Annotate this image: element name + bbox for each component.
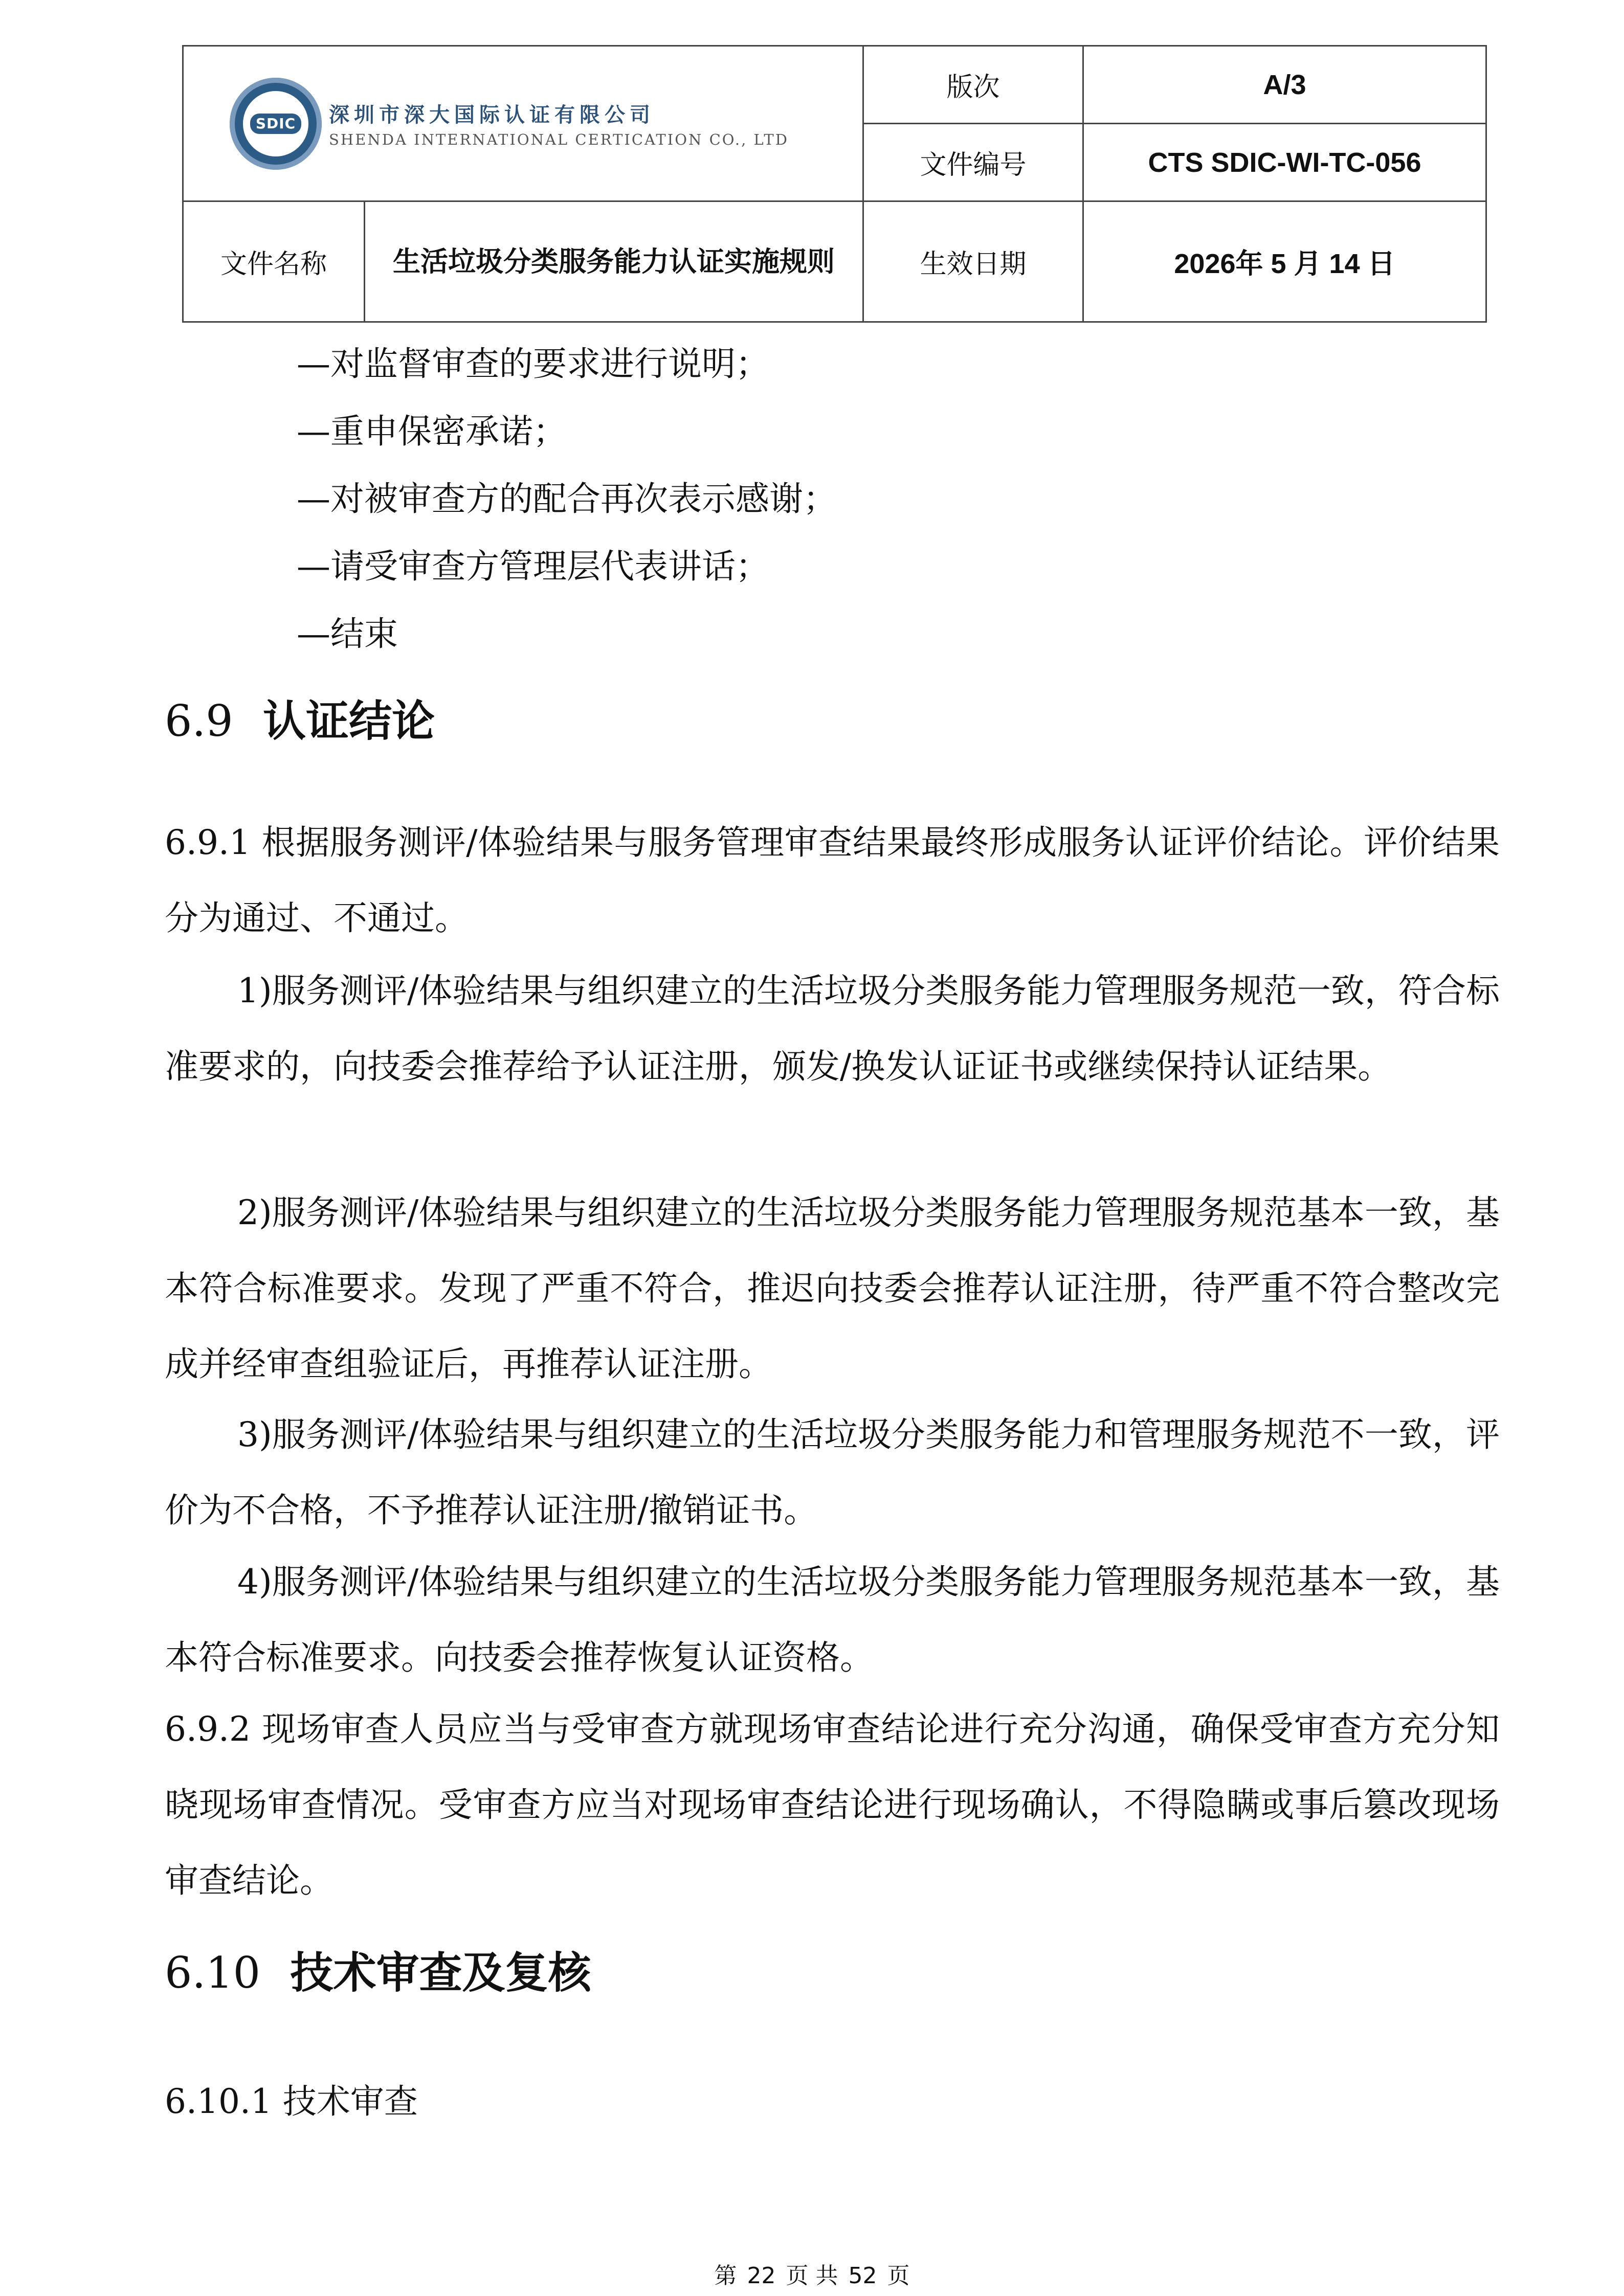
version-label: 版次 bbox=[863, 46, 1083, 124]
company-name-cn: 深圳市深大国际认证有限公司 bbox=[329, 103, 655, 127]
company-logo bbox=[230, 78, 789, 170]
list-item-2: 2)服务测评/体验结果与组织建立的生活垃圾分类服务能力管理服务规范基本一致，基本符合标准要求。发现了严重不符合，推迟向技委会推荐认证注册，待严重不符合整改完成并经审查组验证后，再推荐认证注册。 bbox=[165, 1193, 1500, 1384]
section-heading-6-9: 6.9 认证结论 bbox=[165, 696, 435, 746]
closing-item: —对被审查方的配合再次表示感谢； bbox=[297, 479, 837, 519]
date-value: 2026年 5 月 14 日 bbox=[1083, 201, 1486, 322]
paragraph-6-9-1: 6.9.1 根据服务测评/体验结果与服务管理审查结果最终形成服务认证评价结论。评价结果分为通过、不通过。 bbox=[165, 823, 1500, 938]
page-number: 22 bbox=[747, 2263, 776, 2289]
company-logo-cell bbox=[183, 46, 863, 201]
list-item-1: 1)服务测评/体验结果与组织建立的生活垃圾分类服务能力管理服务规范一致，符合标准要求的，向技委会推荐给予认证注册，颁发/换发认证证书或继续保持认证结果。 bbox=[165, 971, 1500, 1086]
closing-item: —对监督审查的要求进行说明； bbox=[297, 344, 769, 384]
closing-item: —重申保密承诺； bbox=[297, 412, 567, 451]
section-heading-6-10: 6.10 技术审查及复核 bbox=[165, 1948, 591, 1998]
header-table bbox=[182, 45, 1487, 323]
docno-label: 文件编号 bbox=[863, 124, 1083, 201]
docno-value: CTS SDIC-WI-TC-056 bbox=[1083, 124, 1486, 201]
docname-value: 生活垃圾分类服务能力认证实施规则 bbox=[365, 201, 863, 322]
page-footer: 第 22 页 共 52 页 bbox=[714, 2263, 910, 2289]
page-total: 52 bbox=[848, 2263, 877, 2289]
sdic-emblem-icon: SDIC bbox=[230, 78, 322, 170]
list-item-3: 3)服务测评/体验结果与组织建立的生活垃圾分类服务能力和管理服务规范不一致，评价为不合格，不予推荐认证注册/撤销证书。 bbox=[165, 1415, 1500, 1530]
paragraph-6-9-2: 6.9.2 现场审查人员应当与受审查方就现场审查结论进行充分沟通，确保受审查方充分知晓现场审查情况。受审查方应当对现场审查结论进行现场确认，不得隐瞒或事后篡改现场审查结论。 bbox=[165, 1709, 1500, 1900]
subsection-6-10-1: 6.10.1 技术审查 bbox=[165, 2082, 418, 2121]
version-value: A/3 bbox=[1083, 46, 1486, 124]
list-item-4: 4)服务测评/体验结果与组织建立的生活垃圾分类服务能力管理服务规范基本一致，基本符合标准要求。向技委会推荐恢复认证资格。 bbox=[165, 1562, 1500, 1677]
date-label: 生效日期 bbox=[863, 201, 1083, 322]
docname-label: 文件名称 bbox=[183, 201, 365, 322]
closing-item: —结束 bbox=[297, 614, 398, 654]
closing-item: —请受审查方管理层代表讲话； bbox=[297, 547, 769, 586]
company-name-en: SHENDA INTERNATIONAL CERTICATION CO., LTD bbox=[329, 131, 789, 148]
